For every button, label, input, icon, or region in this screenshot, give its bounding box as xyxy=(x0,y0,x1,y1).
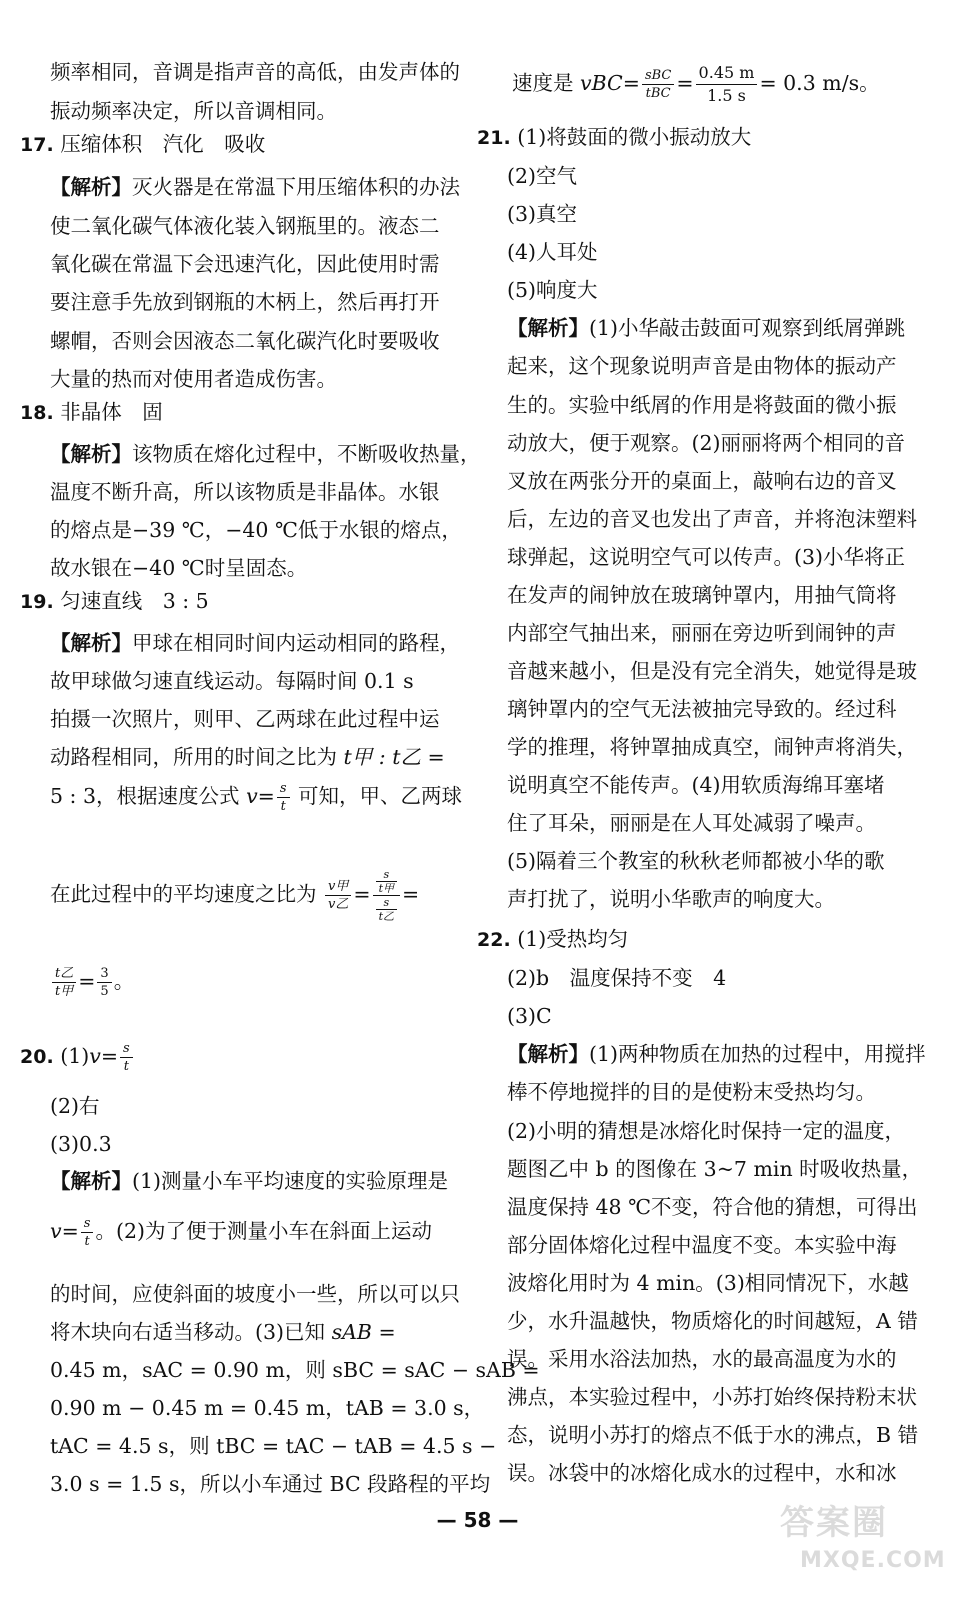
text-line: 频率相同，音调是指声音的高低，由发声体的 xyxy=(50,60,460,84)
answer-text: 压缩体积 汽化 吸收 xyxy=(60,132,266,156)
text-line: 要注意手先放到钢瓶的木柄上，然后再打开 xyxy=(50,290,440,314)
text-line: 使二氧化碳气体液化装入钢瓶里的。液态二 xyxy=(50,214,440,238)
analysis-line xyxy=(50,629,460,657)
text-line: 内部空气抽出来，丽丽在旁边听到闹钟的声 xyxy=(507,621,897,645)
page-number: — 58 — xyxy=(436,1508,519,1532)
text-line: 少，水升温越快，物质熔化的时间越短，A 错 xyxy=(507,1309,918,1333)
math-symbol: = xyxy=(676,71,694,95)
text-line: 的熔点是−39 ℃，−40 ℃低于水银的熔点， xyxy=(50,518,462,542)
text-line xyxy=(50,965,134,1000)
answer-line: (4)人耳处 xyxy=(507,240,598,264)
text-line: 态，说明小苏打的熔点不低于水的沸点，B 错 xyxy=(507,1423,919,1447)
text-line: 生的。实验中纸屑的作用是将鼓面的微小振 xyxy=(507,393,897,417)
analysis-tag: 【解析】 xyxy=(50,175,132,199)
text-line: 大量的热而对使用者造成伤害。 xyxy=(50,367,337,391)
answer-line: (2)空气 xyxy=(507,164,578,188)
text-segment: 速度是 xyxy=(512,71,574,95)
text-line: 误。冰袋中的冰熔化成水的过程中，水和冰 xyxy=(507,1461,897,1485)
text-segment: = 0.3 m/s。 xyxy=(759,71,880,95)
text-line xyxy=(50,780,462,815)
analysis-text: 该物质在熔化过程中，不断吸收热量， xyxy=(132,442,481,466)
analysis-tag: 【解析】 xyxy=(50,442,132,466)
text-segment: 动路程相同，所用的时间之比为 xyxy=(50,745,337,769)
analysis-tag: 【解析】 xyxy=(507,1042,589,1066)
math-symbol: = xyxy=(402,882,420,906)
math-symbol: = xyxy=(353,882,371,906)
fraction: $\frac{s}{t}$ xyxy=(120,1040,133,1075)
text-line: 棒不停地搅拌的目的是使粉末受热均匀。 xyxy=(507,1080,876,1104)
text-line: 螺帽，否则会因液态二氧化碳汽化时要吸收 xyxy=(50,329,440,353)
text-line: (5)隔着三个教室的秋秋老师都被小华的歌 xyxy=(507,849,885,873)
math-symbol: v xyxy=(89,1044,101,1068)
question-19-answer xyxy=(20,587,209,616)
fraction: $\frac{0.45 m}{1.5 s}$ xyxy=(696,62,758,107)
question-number: 21. xyxy=(477,127,511,149)
text-line: 璃钟罩内的空气无法被抽完导致的。经过科 xyxy=(507,697,897,721)
text-line: 音越来越小，但是没有完全消失，她觉得是玻 xyxy=(507,659,917,683)
answer-line: (3)真空 xyxy=(507,202,578,226)
analysis-tag: 【解析】 xyxy=(507,316,589,340)
text-line: 温度不断升高，所以该物质是非晶体。水银 xyxy=(50,480,440,504)
math-symbol: = xyxy=(257,784,275,808)
fraction: $\frac{\text{sBC}}{\text{tBC}}$ xyxy=(642,67,674,102)
text-line: 起来，这个现象说明声音是由物体的振动产 xyxy=(507,354,897,378)
question-20-answer xyxy=(20,1040,135,1075)
text-line xyxy=(512,62,880,107)
compound-fraction: $\frac{\frac{s}{\text{t甲}}}{\frac{s}{\text{t乙}}}$ xyxy=(373,868,400,923)
math-symbol: v xyxy=(246,784,258,808)
text-line: 题图乙中 b 的图像在 3~7 min 时吸收热量， xyxy=(507,1157,923,1181)
analysis-tag: 【解析】 xyxy=(50,631,132,655)
analysis-text: (1)两种物质在加热的过程中，用搅拌 xyxy=(589,1042,926,1066)
answer-text: 非晶体 固 xyxy=(60,400,163,424)
analysis-text: (1)小华敲击鼓面可观察到纸屑弹跳 xyxy=(589,316,906,340)
text-line: 温度保持 48 ℃不变，符合他的猜想，可得出 xyxy=(507,1195,918,1219)
text-line: 在发声的闹钟放在玻璃钟罩内，用抽气筒将 xyxy=(507,583,897,607)
text-line: tAC = 4.5 s，则 tBC = tAC − tAB = 4.5 s − xyxy=(50,1434,497,1458)
text-line: (2)小明的猜想是冰熔化时保持一定的温度， xyxy=(507,1119,906,1143)
math-symbol: = xyxy=(622,71,640,95)
answer-line: (3)0.3 xyxy=(50,1132,112,1156)
analysis-line xyxy=(50,173,460,201)
answer-line: (2)右 xyxy=(50,1094,100,1118)
analysis-line xyxy=(50,1167,448,1195)
question-18-answer xyxy=(20,398,163,427)
answer-text: (1)受热均匀 xyxy=(517,927,629,951)
text-line: 3.0 s = 1.5 s，所以小车通过 BC 段路程的平均 xyxy=(50,1472,491,1496)
question-number: 22. xyxy=(477,929,511,951)
text-line: 球弹起，这说明空气可以传声。(3)小华将正 xyxy=(507,545,906,569)
analysis-text: 甲球在相同时间内运动相同的路程， xyxy=(132,631,460,655)
question-22-answer xyxy=(477,925,628,954)
text-line: 波熔化用时为 4 min。(3)相同情况下，水越 xyxy=(507,1271,909,1295)
fraction: $\frac{3}{5}$ xyxy=(97,965,111,1000)
text-line: 叉放在两张分开的桌面上，敲响右边的音叉 xyxy=(507,469,897,493)
fraction: $\frac{\text{t乙}}{\text{t甲}}$ xyxy=(52,965,76,1000)
text-line: 的时间，应使斜面的坡度小一些，所以可以只 xyxy=(50,1282,460,1306)
answer-line: (2)b 温度保持不变 4 xyxy=(507,966,727,990)
fraction: $\frac{s}{t}$ xyxy=(277,780,290,815)
watermark-text: 答案圈 xyxy=(780,1503,888,1543)
text-segment: 在此过程中的平均速度之比为 xyxy=(50,882,317,906)
answer-line: (5)响度大 xyxy=(507,278,598,302)
math-expression: t甲 : t乙 = xyxy=(343,745,445,769)
text-segment: 5 : 3，根据速度公式 xyxy=(50,784,240,808)
text-line: 振动频率决定，所以音调相同。 xyxy=(50,99,337,123)
watermark-url: MXQE.COM xyxy=(800,1548,946,1573)
question-number: 18. xyxy=(20,402,54,424)
text-line: 声打扰了，说明小华歌声的响度大。 xyxy=(507,887,835,911)
text-line: 0.45 m，sAC = 0.90 m，则 sBC = sAC − sAB = xyxy=(50,1358,540,1382)
text-line: 部分固体熔化过程中温度不变。本实验中海 xyxy=(507,1233,897,1257)
text-line: 住了耳朵，丽丽是在人耳处减弱了噪声。 xyxy=(507,811,876,835)
fraction: $\frac{\text{v甲}}{\text{v乙}}$ xyxy=(325,878,351,913)
question-number: 17. xyxy=(20,134,54,156)
analysis-text: (1)测量小车平均速度的实验原理是 xyxy=(132,1169,449,1193)
text-line: 沸点，本实验过程中，小苏打始终保持粉末状 xyxy=(507,1385,917,1409)
analysis-line xyxy=(507,314,905,342)
text-line: 0.90 m − 0.45 m = 0.45 m，tAB = 3.0 s， xyxy=(50,1396,485,1420)
question-number: 20. xyxy=(20,1046,54,1068)
text-segment: 可知，甲、乙两球 xyxy=(298,784,463,808)
text-line: 后，左边的音叉也发出了声音，并将泡沫塑料 xyxy=(507,507,917,531)
text-line: 氧化碳在常温下会迅速汽化，因此使用时需 xyxy=(50,252,440,276)
math-symbol: v xyxy=(50,1219,62,1243)
question-21-answer xyxy=(477,123,751,152)
question-17-answer xyxy=(20,130,265,159)
text-line xyxy=(50,1215,432,1250)
text-line: 误。采用水浴法加热，水的最高温度为水的 xyxy=(507,1347,897,1371)
answer-text: (1)将鼓面的微小振动放大 xyxy=(517,125,752,149)
math-symbol: = xyxy=(61,1219,79,1243)
analysis-line xyxy=(50,440,481,468)
text-line: 故水银在−40 ℃时呈固态。 xyxy=(50,556,308,580)
fraction: $\frac{s}{t}$ xyxy=(81,1215,94,1250)
text-line xyxy=(50,743,445,771)
analysis-line xyxy=(507,1040,926,1068)
question-number: 19. xyxy=(20,591,54,613)
answer-text: (1) xyxy=(60,1044,90,1068)
answer-text: 匀速直线 3 : 5 xyxy=(60,589,209,613)
text-segment: 。 xyxy=(113,969,135,993)
text-line: 故甲球做匀速直线运动。每隔时间 0.1 s xyxy=(50,669,414,693)
analysis-text: 灭火器是在常温下用压缩体积的办法 xyxy=(132,175,460,199)
text-line: 学的推理，将钟罩抽成真空，闹钟声将消失， xyxy=(507,735,917,759)
text-line: 拍摄一次照片，则甲、乙两球在此过程中运 xyxy=(50,707,440,731)
text-segment: 。(2)为了便于测量小车在斜面上运动 xyxy=(95,1219,432,1243)
math-symbol: vBC xyxy=(580,71,623,95)
math-symbol: = xyxy=(78,969,96,993)
analysis-tag: 【解析】 xyxy=(50,1169,132,1193)
text-segment: 将木块向右适当移动。(3)已知 xyxy=(50,1320,326,1344)
math-symbol: = xyxy=(100,1044,119,1068)
text-line: 动放大，便于观察。(2)丽丽将两个相同的音 xyxy=(507,431,906,455)
text-line: 说明真空不能传声。(4)用软质海绵耳塞堵 xyxy=(507,773,885,797)
math-expression: sAB = xyxy=(331,1320,396,1344)
text-line xyxy=(50,868,419,923)
answer-line: (3)C xyxy=(507,1004,552,1028)
watermark-logo xyxy=(770,1490,946,1590)
text-line xyxy=(50,1318,396,1346)
